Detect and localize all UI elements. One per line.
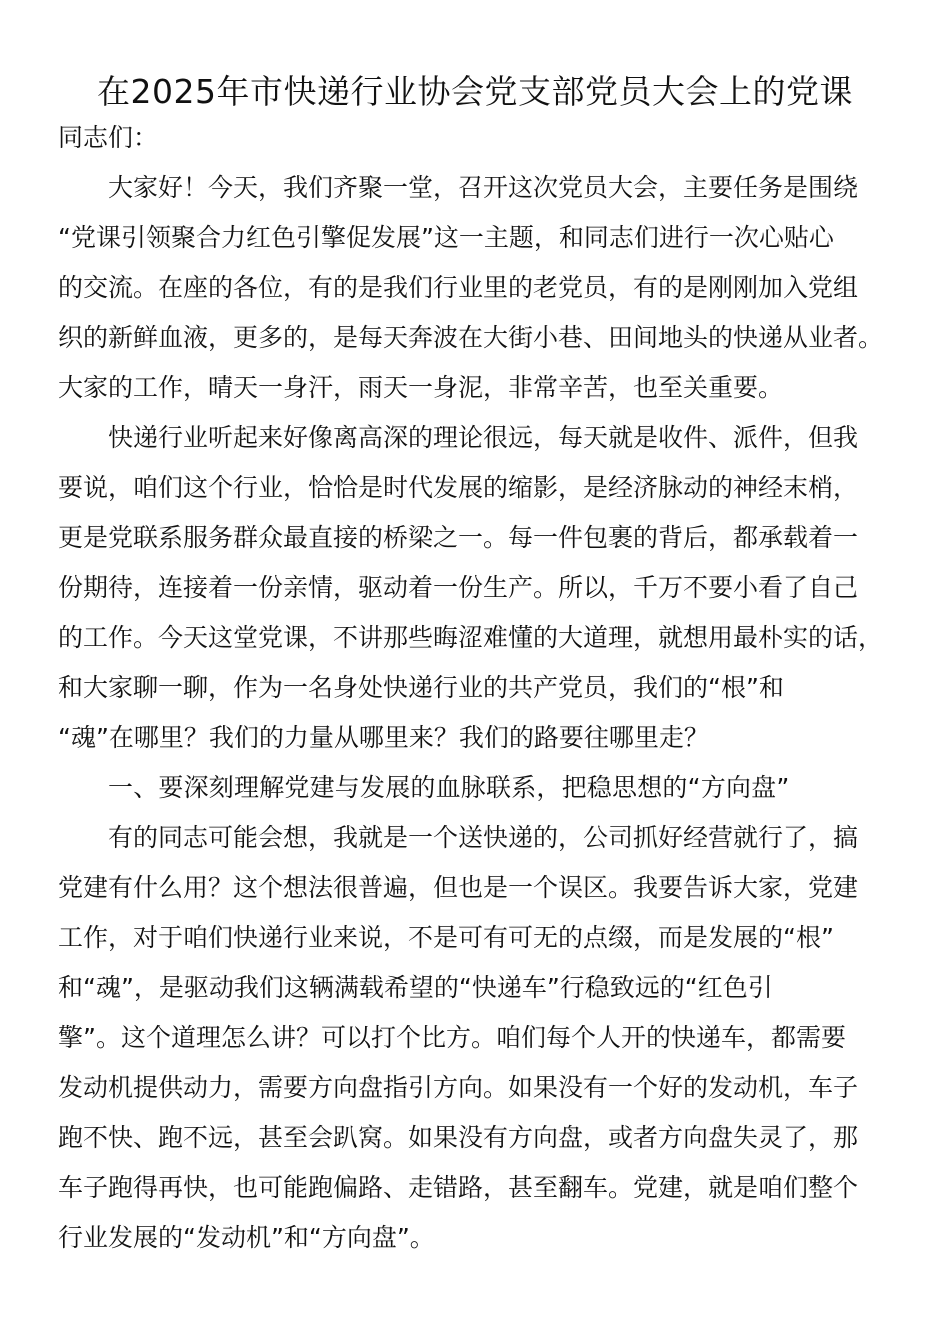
text-line: 和“魂”，是驱动我们这辆满载希望的“快递车”行稳致远的“红色引 bbox=[58, 973, 773, 1002]
text-line: 的交流。在座的各位，有的是我们行业里的老党员，有的是刚刚加入党组 bbox=[58, 273, 859, 302]
text-line: “魂”在哪里？我们的力量从哪里来？我们的路要往哪里走？ bbox=[58, 723, 709, 752]
text-line: 大家的工作，晴天一身汗，雨天一身泥，非常辛苦，也至关重要。 bbox=[58, 373, 784, 402]
text-line: 要说，咱们这个行业，恰恰是时代发展的缩影，是经济脉动的神经末梢， bbox=[58, 473, 859, 502]
text-line: 有的同志可能会想，我就是一个送快递的，公司抓好经营就行了，搞 bbox=[108, 823, 859, 852]
text-line: 快递行业听起来好像离高深的理论很远，每天就是收件、派件，但我 bbox=[108, 423, 859, 452]
text-line: 行业发展的“发动机”和“方向盘”。 bbox=[58, 1223, 435, 1252]
text-line: 织的新鲜血液，更多的，是每天奔波在大街小巷、田间地头的快递从业者。 bbox=[58, 323, 884, 352]
text-line: 和大家聊一聊，作为一名身处快递行业的共产党员，我们的“根”和 bbox=[58, 673, 784, 702]
text-line: 发动机提供动力，需要方向盘指引方向。如果没有一个好的发动机，车子 bbox=[58, 1073, 859, 1102]
text-line: 大家好！今天，我们齐聚一堂，召开这次党员大会，主要任务是围绕 bbox=[108, 173, 859, 202]
text-line: 车子跑得再快，也可能跑偏路、走错路，甚至翻车。党建，就是咱们整个 bbox=[58, 1173, 859, 1202]
text-line: 工作，对于咱们快递行业来说，不是可有可无的点缀，而是发展的“根” bbox=[58, 923, 834, 952]
text-line: 的工作。今天这堂党课，不讲那些晦涩难懂的大道理，就想用最朴实的话， bbox=[58, 623, 884, 652]
page-title: 在2025年市快递行业协会党支部党员大会上的党课 bbox=[97, 72, 853, 111]
salutation: 同志们： bbox=[58, 123, 159, 152]
section-heading: 一、要深刻理解党建与发展的血脉联系，把稳思想的“方向盘” bbox=[108, 773, 790, 802]
text-line: “党课引领聚合力红色引擎促发展”这一主题，和同志们进行一次心贴心 bbox=[58, 223, 834, 252]
text-line: 份期待，连接着一份亲情，驱动着一份生产。所以，千万不要小看了自己 bbox=[58, 573, 859, 602]
text-line: 党建有什么用？这个想法很普遍，但也是一个误区。我要告诉大家，党建 bbox=[58, 873, 859, 902]
text-line: 擎”。这个道理怎么讲？可以打个比方。咱们每个人开的快递车，都需要 bbox=[58, 1023, 846, 1052]
text-line: 更是党联系服务群众最直接的桥梁之一。每一件包裹的背后，都承载着一 bbox=[58, 523, 859, 552]
text-line: 跑不快、跑不远，甚至会趴窝。如果没有方向盘，或者方向盘失灵了，那 bbox=[58, 1123, 859, 1152]
